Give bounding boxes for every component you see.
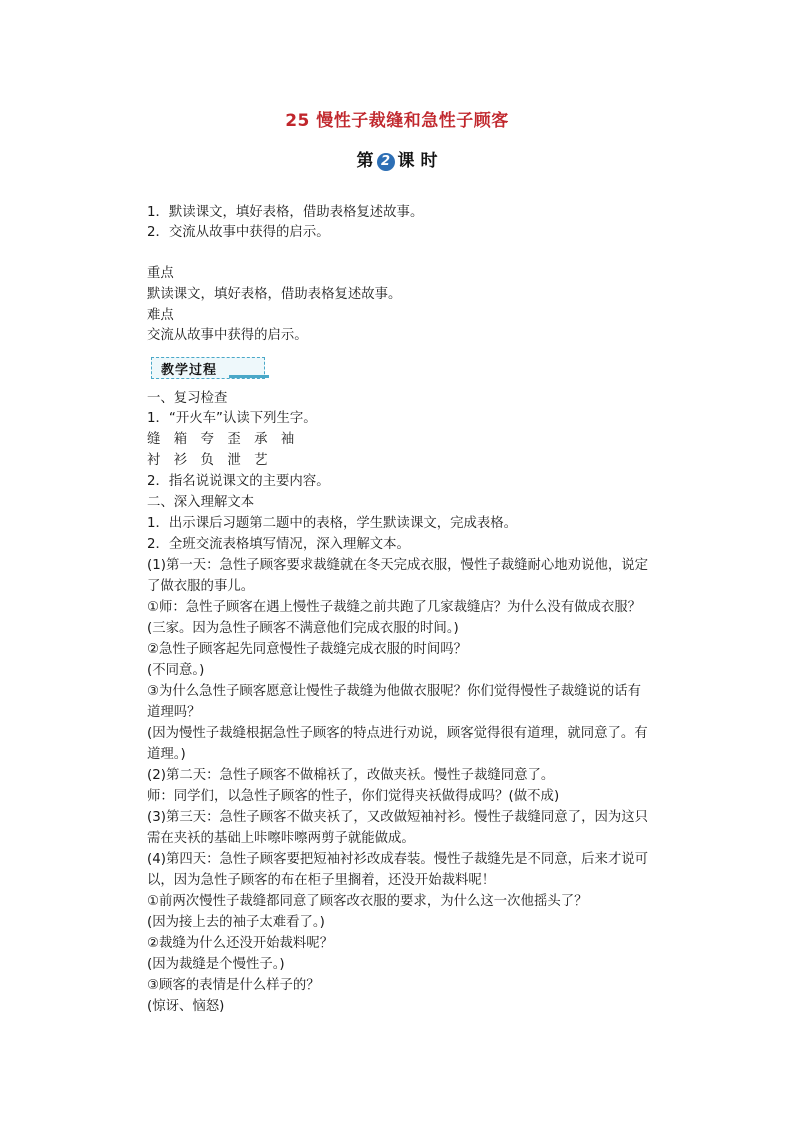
paragraph-line: 道理吗？: [147, 705, 201, 720]
paragraph-line: ③顾客的表情是什么样子的？: [147, 978, 320, 993]
paragraph-line: ②裁缝为什么还没开始裁料呢？: [147, 936, 334, 951]
paragraph-line: (2)第二天：急性子顾客不做棉袄了，改做夹袄。慢性子裁缝同意了。: [147, 768, 555, 783]
paragraph-line: (1)第一天：急性子顾客要求裁缝就在冬天完成衣服，慢性子裁缝耐心地劝说他，说定: [147, 558, 649, 573]
paragraph-line: (不同意。): [147, 663, 205, 678]
section-badge-label: 教学过程: [161, 363, 218, 378]
paragraph-line: 了做衣服的事儿。: [147, 579, 255, 594]
difficulty-heading: 难点: [147, 308, 174, 323]
paragraph-line: (因为慢性子裁缝根据急性子顾客的特点进行劝说，顾客觉得很有道理，就同意了。有: [147, 726, 648, 741]
difficulty-text: 交流从故事中获得的启示。: [147, 328, 308, 343]
paragraph-line: 道理。): [147, 747, 186, 762]
paragraph-line: 1．出示课后习题第二题中的表格，学生默读课文，完成表格。: [147, 516, 518, 531]
section-heading: 一、复习检查: [147, 391, 228, 406]
paragraph-line: (因为裁缝是个慢性子。): [147, 957, 285, 972]
paragraph-line: 1．“开火车”认读下列生字。: [147, 411, 317, 426]
key-point-text: 默读课文，填好表格，借助表格复述故事。: [147, 287, 402, 302]
paragraph-line: (因为接上去的袖子太难看了。): [147, 915, 325, 930]
paragraph-line: (3)第三天：急性子顾客不做夹袄了，又改做短袖衬衫。慢性子裁缝同意了，因为这只: [147, 810, 649, 825]
paragraph-line: 2．全班交流表格填写情况，深入理解文本。: [147, 537, 410, 552]
paragraph-line: ③为什么急性子顾客愿意让慢性子裁缝为他做衣服呢？你们觉得慢性子裁缝说的话有: [147, 684, 642, 699]
paragraph-line: (三家。因为急性子顾客不满意他们完成衣服的时间。): [147, 621, 459, 636]
section-badge: [149, 355, 265, 379]
objective-1: 1．默读课文，填好表格，借助表格复述故事。: [147, 205, 424, 220]
paragraph-line: ②急性子顾客起先同意慢性子裁缝完成衣服的时间吗？: [147, 642, 467, 657]
lesson-heading: [0, 146, 794, 171]
lesson-suffix: 课 时: [397, 151, 438, 171]
page-title: 25 慢性子裁缝和急性子顾客: [285, 111, 509, 131]
paragraph-line: 师：同学们，以急性子顾客的性子，你们觉得夹袄做得成吗？(做不成): [147, 789, 560, 804]
character-list: 衬 衫 负 泄 艺: [147, 453, 268, 468]
objective-2: 2．交流从故事中获得的启示。: [147, 225, 330, 240]
section-badge-underline: [229, 375, 269, 378]
lesson-prefix: 第: [356, 151, 374, 171]
paragraph-line: 以，因为急性子顾客的布在柜子里搁着，还没开始裁料呢！: [147, 873, 496, 888]
section-heading: 二、深入理解文本: [147, 495, 255, 510]
paragraph-line: ①师：急性子顾客在遇上慢性子裁缝之前共跑了几家裁缝店？为什么没有做成衣服？: [147, 600, 642, 615]
paragraph-line: ①前两次慢性子裁缝都同意了顾客改衣服的要求，为什么这一次他摇头了？: [147, 894, 588, 909]
key-point-heading: 重点: [147, 266, 174, 281]
paragraph-line: (4)第四天：急性子顾客要把短袖衬衫改成春装。慢性子裁缝先是不同意，后来才说可: [147, 852, 649, 867]
paragraph-line: 2．指名说说课文的主要内容。: [147, 474, 330, 489]
paragraph-line: (惊讶、恼怒): [147, 999, 225, 1014]
character-list: 缝 箱 夸 歪 承 袖: [147, 432, 295, 447]
paragraph-line: 需在夹袄的基础上咔嚓咔嚓两剪子就能做成。: [147, 831, 415, 846]
lesson-number-badge: 2: [377, 153, 395, 171]
